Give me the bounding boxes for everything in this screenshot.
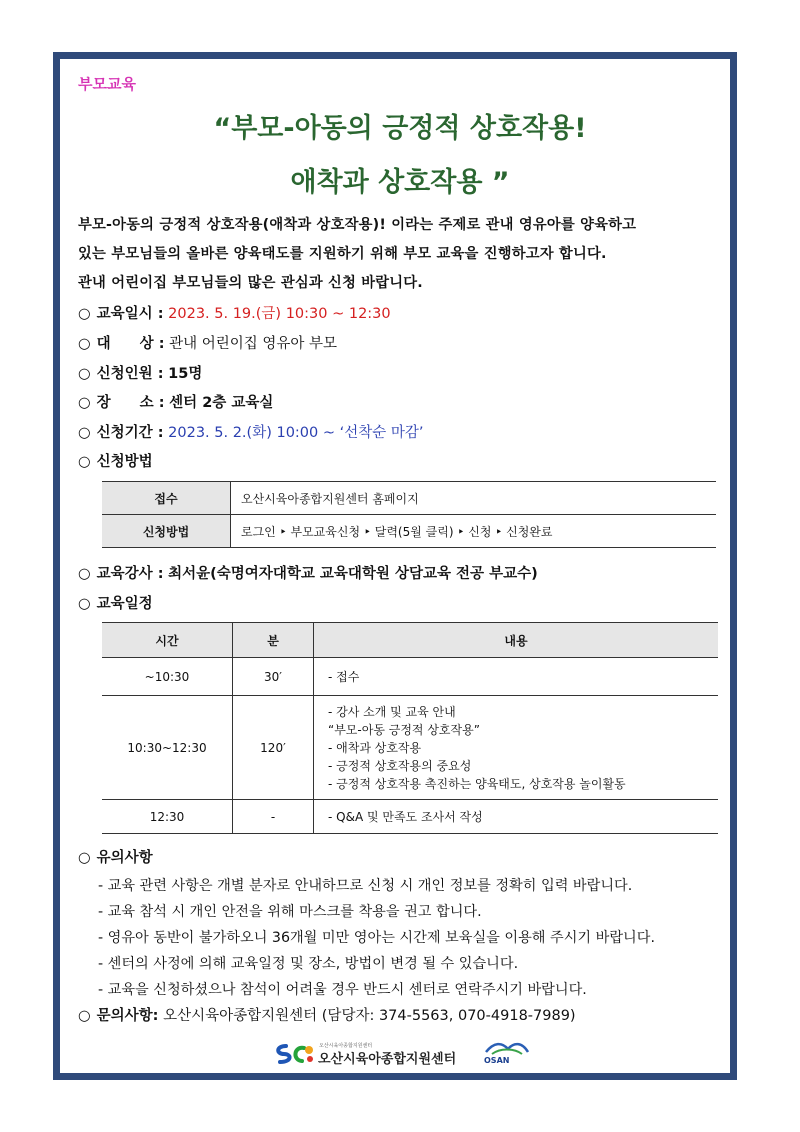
center-logo: [272, 1040, 532, 1070]
col-header-content: 내용: [314, 623, 719, 658]
item-capacity: ○ 신청인원 : 15명: [78, 366, 203, 382]
cell-minutes: 30′: [233, 658, 314, 696]
item-period: ○ 신청기간 : 2023. 5. 2.(화) 10:00 ~ ‘선착순 마감’: [78, 425, 424, 441]
target-value: 관내 어린이집 영유아 부모: [169, 336, 338, 352]
table-row: [102, 515, 716, 548]
note-line: - 센터의 사정에 의해 교육일정 및 장소, 방법이 변경 될 수 있습니다.: [98, 956, 519, 972]
cell-time: 12:30: [102, 800, 233, 834]
bullet-icon: ○: [78, 336, 91, 352]
intro-line-3: 관내 어린이집 부모님들의 많은 관심과 신청 바랍니다.: [78, 275, 423, 291]
item-method: ○ 신청방법: [78, 454, 153, 470]
note-line: - 교육 참석 시 개인 안전을 위해 마스크를 착용을 권고 합니다.: [98, 904, 482, 920]
center-logo-name: 오산시육아종합지원센터: [318, 1052, 457, 1067]
item-contact: ○ 문의사항: 오산시육아종합지원센터 (담당자: 374-5563, 070-4918-7989): [78, 1008, 576, 1024]
title-line-2: 애착과 상호작용 ”: [290, 167, 510, 198]
cell-content: - Q&A 및 만족도 조사서 작성: [314, 800, 719, 834]
cell-time: ~10:30: [102, 658, 233, 696]
bullet-icon: ○: [78, 306, 91, 322]
note-line: - 교육 관련 사항은 개별 분자로 안내하므로 신청 시 개인 정보를 정확히 입력 바랍니다.: [98, 878, 633, 894]
bullet-icon: ○: [78, 566, 91, 582]
cell-content: - 접수: [314, 658, 719, 696]
schedule-table: [102, 622, 718, 834]
bullet-icon: ○: [78, 1008, 91, 1024]
bullet-icon: ○: [78, 425, 91, 441]
table-row: [102, 696, 718, 800]
table-row: [102, 800, 718, 834]
center-logo-mark-icon: [272, 1042, 316, 1066]
note-line: - 영유아 동반이 불가하오니 36개월 미만 영아는 시간제 보육실을 이용해 주시기 바랍니다.: [98, 930, 655, 946]
item-date: ○ 교육일시 : 2023. 5. 19.(금) 10:30 ~ 12:30: [78, 306, 391, 322]
bullet-icon: ○: [78, 850, 91, 866]
cell-time: 10:30~12:30: [102, 696, 233, 800]
apply-value-method: 로그인 ‣ 부모교육신청 ‣ 달력(5월 클릭) ‣ 신청 ‣ 신청완료: [231, 515, 717, 548]
period-value: 2023. 5. 2.(화) 10:00 ~ ‘선착순 마감’: [168, 425, 424, 441]
cell-minutes: -: [233, 800, 314, 834]
item-place: ○ 장 소 : 센터 2층 교육실: [78, 395, 274, 411]
apply-head-method: 신청방법: [102, 515, 231, 548]
osan-city-logo-text: OSAN: [484, 1056, 510, 1065]
instructor-value: 최서윤(숙명여자대학교 교육대학원 상담교육 전공 부교수): [168, 566, 538, 582]
item-notes: ○ 유의사항: [78, 850, 153, 866]
date-value: 2023. 5. 19.(금) 10:30 ~ 12:30: [168, 306, 391, 322]
item-instructor: ○ 교육강사 : 최서윤(숙명여자대학교 교육대학원 상담교육 전공 부교수): [78, 566, 538, 582]
title-line-1: “부모-아동의 긍정적 상호작용!: [213, 113, 587, 144]
bullet-icon: ○: [78, 366, 91, 382]
bullet-icon: ○: [78, 596, 91, 612]
item-target: ○ 대 상 : 관내 어린이집 영유아 부모: [78, 336, 338, 352]
item-schedule: ○ 교육일정: [78, 596, 153, 612]
intro-line-1: 부모-아동의 긍정적 상호작용(애착과 상호작용)! 이라는 주제로 관내 영유아를 양육하고: [78, 217, 637, 233]
col-header-time: 시간: [102, 623, 233, 658]
table-row: [102, 658, 718, 696]
table-row: [102, 482, 716, 515]
col-header-minutes: 분: [233, 623, 314, 658]
contact-value: 오산시육아종합지원센터 (담당자: 374-5563, 070-4918-7989): [163, 1008, 576, 1024]
cell-minutes: 120′: [233, 696, 314, 800]
intro-line-2: 있는 부모님들의 올바른 양육태도를 지원하기 위해 부모 교육을 진행하고자 합니다.: [78, 246, 607, 262]
bullet-icon: ○: [78, 395, 91, 411]
capacity-value: 15명: [168, 366, 203, 382]
note-line: - 교육을 신청하셨으나 참석이 어려울 경우 반드시 센터로 연락주시기 바랍니다.: [98, 982, 587, 998]
table-header-row: [102, 623, 718, 658]
apply-value-reception: 오산시육아종합지원센터 홈페이지: [231, 482, 717, 515]
center-logo-small-text: 오산시육아종합지원센터: [319, 1043, 373, 1049]
apply-head-reception: 접수: [102, 482, 231, 515]
cell-content: - 강사 소개 및 교육 안내 “부모-아동 긍정적 상호작용” - 애착과 상호작용 - 긍정적 상호작용의 중요성 - 긍정적 상호작용 촉진하는 양육태도, 상호작용 놀이활동: [314, 696, 719, 800]
apply-table: [102, 481, 716, 548]
category-label: 부모교육: [78, 75, 136, 93]
bullet-icon: ○: [78, 454, 91, 470]
place-value: 센터 2층 교육실: [169, 395, 274, 411]
